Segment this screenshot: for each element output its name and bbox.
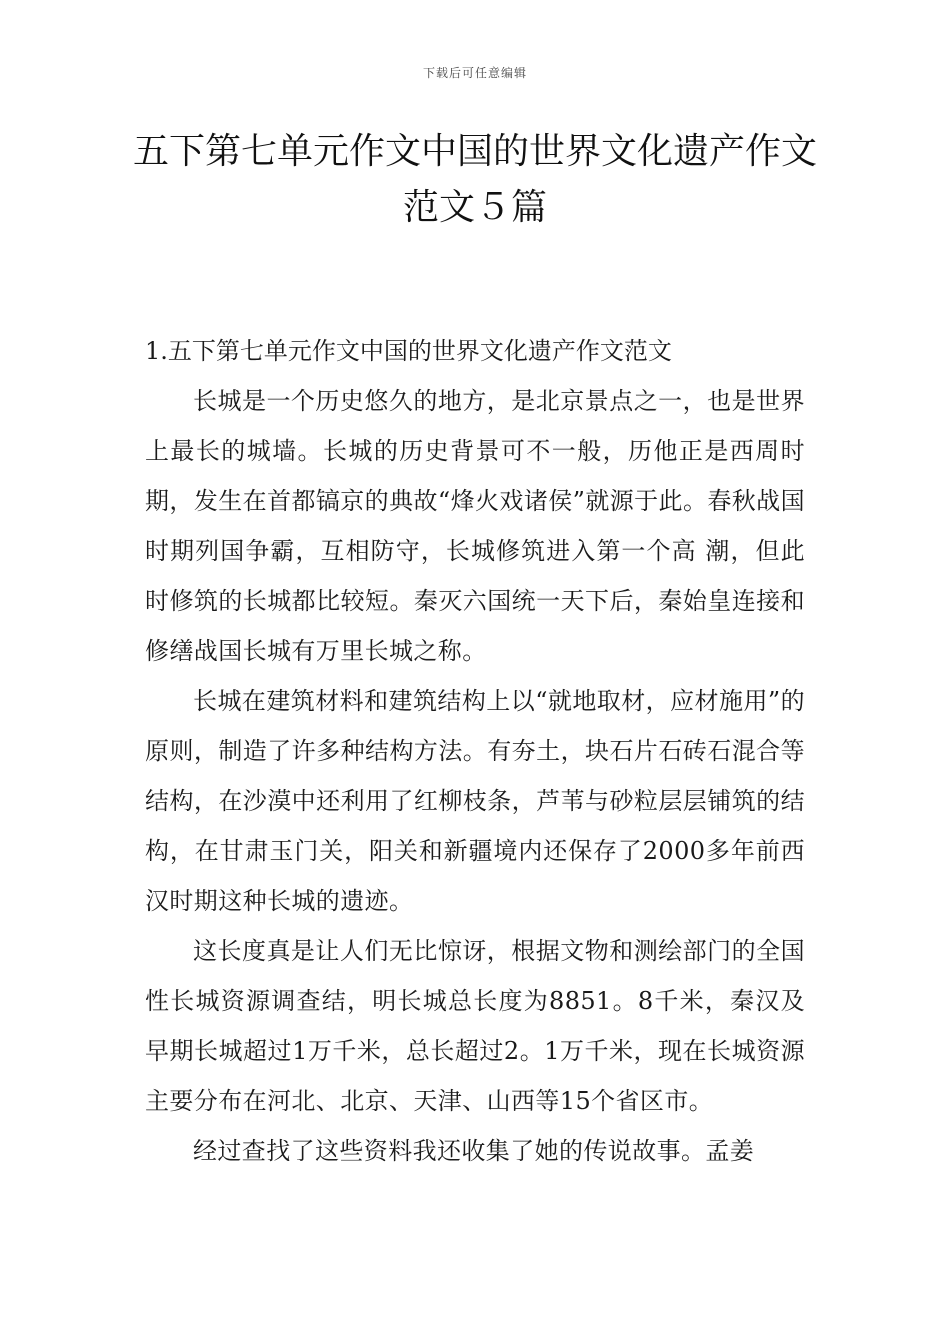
header-note: 下载后可任意编辑 xyxy=(422,66,527,80)
document-title: 五下第七单元作文中国的世界文化遗产作文范文５篇 xyxy=(132,131,817,228)
section-heading: 1.五下第七单元作文中国的世界文化遗产作文范文 xyxy=(145,337,672,365)
document-body xyxy=(145,326,805,1176)
paragraph-3: 这长度真是让人们无比惊讶，根据文物和测绘部门的全国性长城资源调查结，明长城总长度为8851。8千米，秦汉及早期长城超过1万千米，总长超过2。1万千米，现在长城资源主要分布在河北、北京、天津、山西等15个省区市。 xyxy=(145,937,805,1115)
paragraph-4: 经过查找了这些资料我还收集了她的传说故事。孟姜 xyxy=(193,1137,755,1165)
paragraph-1: 长城是一个历史悠久的地方，是北京景点之一，也是世界上最长的城墙。长城的历史背景可不一般，历他正是西周时期，发生在首都镐京的典故“烽火戏诸侯”就源于此。春秋战国时期列国争霸，互相防守，长城修筑进入第一个高 潮，但此时修筑的长城都比较短。秦灭六国统一天下后，秦始皇连接和修缮战国长城有万里长城之称。 xyxy=(145,387,805,665)
paragraph-2: 长城在建筑材料和建筑结构上以“就地取材，应材施用”的原则，制造了许多种结构方法。有夯土，块石片石砖石混合等结构，在沙漠中还利用了红柳枝条，芦苇与砂粒层层铺筑的结构，在甘肃玉门关，阳关和新疆境内还保存了2000多年前西汉时期这种长城的遗迹。 xyxy=(145,687,805,915)
